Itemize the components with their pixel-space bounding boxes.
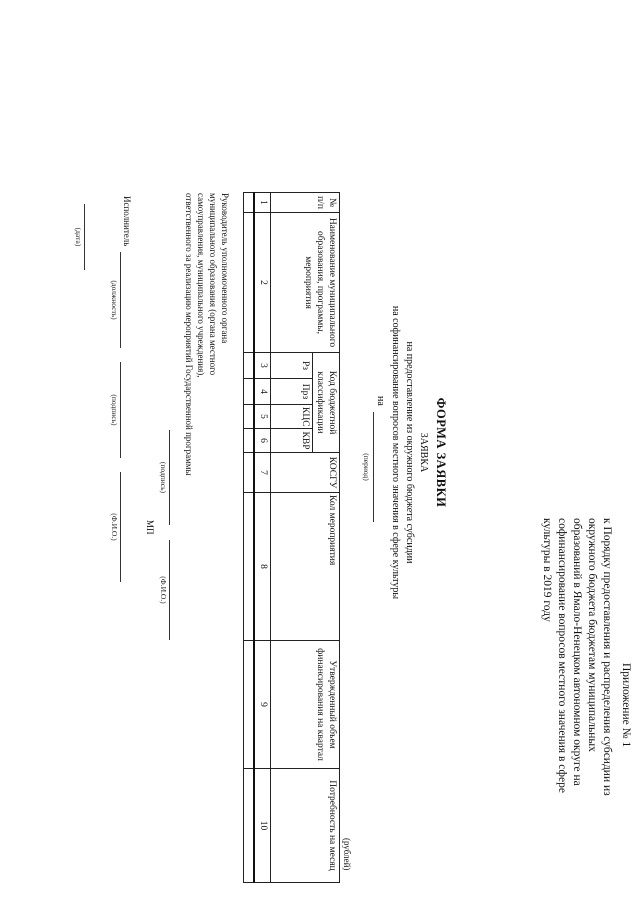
mp-label: МП bbox=[145, 520, 155, 535]
table-cell bbox=[244, 453, 255, 493]
form-heading: ФОРМА ЗАЯВКИ bbox=[434, 397, 448, 508]
column-number: 9 bbox=[254, 641, 271, 769]
column-number: 10 bbox=[254, 769, 271, 883]
appendix-line-1: к Порядку предоставления и распределения субсидии из bbox=[601, 518, 613, 796]
executor-sign-line bbox=[120, 362, 121, 458]
column-number: 4 bbox=[254, 379, 271, 405]
date-line bbox=[84, 204, 85, 270]
head-fio-caption: (Ф.И.О.) bbox=[159, 576, 168, 604]
table-cell bbox=[244, 641, 255, 769]
column-number: 8 bbox=[254, 493, 271, 641]
header-kosgu: КОСГУ bbox=[271, 453, 340, 493]
executor-sign-caption: (подпись) bbox=[110, 394, 119, 426]
units-label: (рублей) bbox=[342, 838, 352, 871]
period-prefix: на bbox=[375, 396, 386, 406]
table-cell bbox=[244, 429, 255, 453]
column-number: 7 bbox=[254, 453, 271, 493]
head-line-1: Руководитель уполномоченного органа bbox=[220, 193, 230, 344]
header-count: Кол мероприятия bbox=[271, 493, 340, 641]
appendix-line-2: окружного бюджета бюджетам муниципальных bbox=[586, 518, 598, 752]
executor-position-line bbox=[120, 252, 121, 348]
header-name: Наименование муниципального образования, программы, мероприятия bbox=[271, 213, 340, 353]
period-line bbox=[373, 412, 374, 522]
table-cell bbox=[244, 405, 255, 429]
table-cell bbox=[244, 193, 255, 213]
head-sign-caption: (подпись) bbox=[159, 461, 168, 494]
header-prz: Прз bbox=[271, 379, 313, 405]
column-numbers-row bbox=[254, 193, 271, 883]
head-fio-line bbox=[169, 540, 170, 640]
head-line-4: ответственного за реализацию мероприятий Государственной программы bbox=[184, 193, 194, 476]
request-table bbox=[243, 192, 340, 883]
date-caption: (дата) bbox=[74, 227, 83, 247]
period-caption: (период) bbox=[362, 453, 371, 481]
appendix-line-4: софинансирование вопросов местного значения в сфере bbox=[556, 518, 568, 793]
header-kcs: КЦС bbox=[271, 405, 313, 429]
header-num: № п/п bbox=[271, 193, 340, 213]
column-number: 3 bbox=[254, 353, 271, 379]
table-cell bbox=[244, 493, 255, 641]
column-number: 5 bbox=[254, 405, 271, 429]
executor-fio-line bbox=[120, 472, 121, 582]
executor-label: Исполнитель bbox=[122, 196, 132, 247]
header-kvr: КВР bbox=[271, 429, 313, 453]
column-number: 2 bbox=[254, 213, 271, 353]
appendix-title: Приложение № 1 bbox=[620, 663, 632, 748]
executor-fio-caption: (Ф.И.О.) bbox=[110, 513, 119, 541]
column-number: 1 bbox=[254, 193, 271, 213]
table-cell bbox=[244, 213, 255, 353]
table-cell bbox=[244, 769, 255, 883]
form-line-2: на софинансирование вопросов местного значения в сфере культуры bbox=[390, 305, 401, 600]
column-number: 6 bbox=[254, 429, 271, 453]
header-approved: Утвержденный объем финансирования на квартал bbox=[271, 641, 340, 769]
executor-position-caption: (должность) bbox=[110, 280, 119, 320]
head-line-3: самоуправления, муниципального учреждения), bbox=[196, 193, 206, 378]
head-line-2: муниципального образования (органа местного bbox=[208, 193, 218, 376]
form-line-1: на предоставление из окружного бюджета субсидии bbox=[404, 341, 415, 564]
header-rz: Рз bbox=[271, 353, 313, 379]
head-sign-line bbox=[169, 430, 170, 525]
appendix-line-3: образований в Ямало-Ненецком автономном округе на bbox=[571, 518, 583, 786]
table-cell bbox=[244, 353, 255, 379]
appendix-line-5: культуры в 2019 году bbox=[541, 518, 553, 622]
header-budget-code: Код бюджетной классификации bbox=[313, 353, 340, 453]
table-row bbox=[244, 193, 255, 883]
table-cell bbox=[244, 379, 255, 405]
form-subheading: ЗАЯВКА bbox=[418, 432, 429, 473]
header-need: Потребность на месяц bbox=[271, 769, 340, 883]
